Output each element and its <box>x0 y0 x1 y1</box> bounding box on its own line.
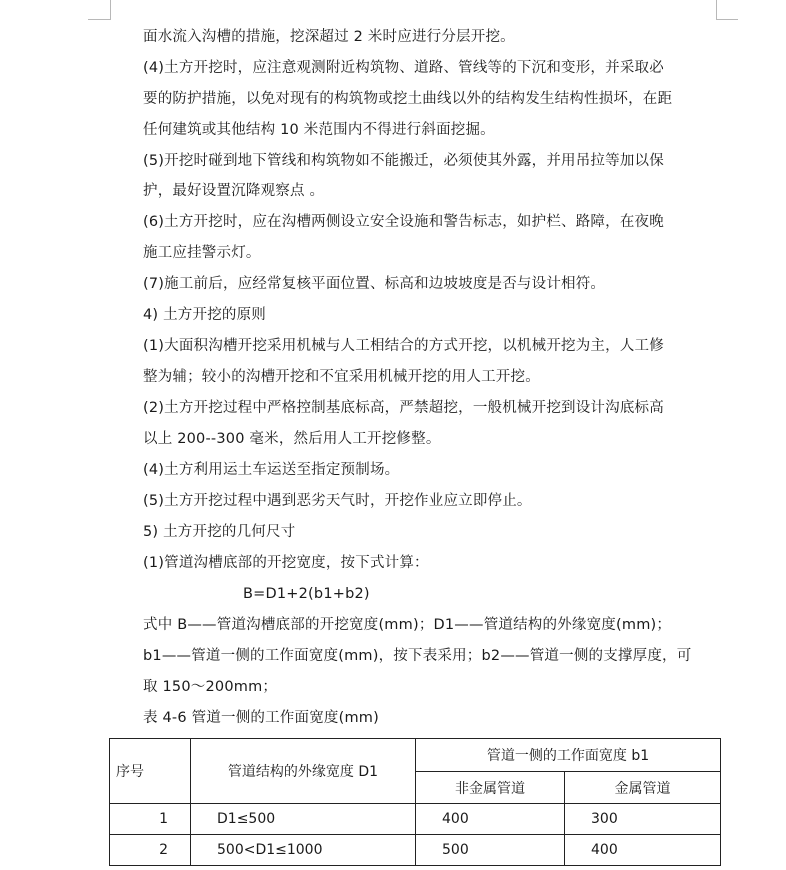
formula: B=D1+2(b1+b2) <box>243 586 370 602</box>
text-line: (4)土方开挖时，应注意观测附近构筑物、道路、管线等的下沉和变形，并采取必 <box>143 60 664 76</box>
header-index: 序号 <box>110 739 191 804</box>
table-caption: 表 4-6 管道一侧的工作面宽度(mm) <box>143 710 379 726</box>
corner-mark-right-v <box>716 0 717 20</box>
text-line: 要的防护措施，以免对现有的构筑物或挖土曲线以外的结构发生结构性损坏，在距 <box>143 91 673 107</box>
text-line: 施工应挂警示灯。 <box>143 245 261 261</box>
text-line: (6)土方开挖时，应在沟槽两侧设立安全设施和警告标志，如护栏、路障，在夜晚 <box>143 214 664 230</box>
cell-metal: 400 <box>565 835 721 866</box>
text-line: (1)大面积沟槽开挖采用机械与人工相结合的方式开挖，以机械开挖为主，人工修 <box>143 338 664 354</box>
text-line: 取 150～200mm； <box>143 679 278 695</box>
work-width-table <box>109 738 721 866</box>
table-row <box>110 804 721 835</box>
text-line: 式中 B——管道沟槽底部的开挖宽度(mm)；D1——管道结构的外缘宽度(mm)； <box>143 617 672 633</box>
header-d1: 管道结构的外缘宽度 D1 <box>191 739 416 804</box>
text-line: 任何建筑或其他结构 10 米范围内不得进行斜面挖掘。 <box>143 122 495 138</box>
text-line: 面水流入沟槽的措施，挖深超过 2 米时应进行分层开挖。 <box>143 29 515 45</box>
corner-mark-left-h <box>88 19 110 20</box>
text-line: (7)施工前后，应经常复核平面位置、标高和边坡坡度是否与设计相符。 <box>143 276 606 292</box>
text-line: (4)土方利用运土车运送至指定预制场。 <box>143 462 400 478</box>
cell-index: 2 <box>110 835 191 866</box>
text-line: 整为辅；较小的沟槽开挖和不宜采用机械开挖的用人工开挖。 <box>143 369 540 385</box>
corner-mark-left-v <box>110 0 111 20</box>
cell-d1: D1≤500 <box>191 804 416 835</box>
section-heading: 5) 土方开挖的几何尺寸 <box>143 524 296 540</box>
cell-index: 1 <box>110 804 191 835</box>
text-line: (2)土方开挖过程中严格控制基底标高，严禁超挖，一般机械开挖到设计沟底标高 <box>143 400 664 416</box>
text-line: 护，最好设置沉降观察点 。 <box>143 183 325 199</box>
table-row <box>110 835 721 866</box>
text-line: (5)开挖时碰到地下管线和构筑物如不能搬迁，必须使其外露，并用吊拉等加以保 <box>143 153 664 169</box>
cell-metal: 300 <box>565 804 721 835</box>
text-line: (5)土方开挖过程中遇到恶劣天气时，开挖作业应立即停止。 <box>143 493 532 509</box>
header-metal: 金属管道 <box>565 772 721 804</box>
section-heading: 4) 土方开挖的原则 <box>143 307 266 323</box>
cell-d1: 500<D1≤1000 <box>191 835 416 866</box>
cell-nonmetal: 400 <box>416 804 565 835</box>
text-line: b1——管道一侧的工作面宽度(mm)，按下表采用；b2——管道一侧的支撑厚度，可 <box>143 648 692 664</box>
text-line: 以上 200--300 毫米，然后用人工开挖修整。 <box>143 431 441 447</box>
corner-mark-right-h <box>716 19 738 20</box>
page-corner-marks <box>0 0 786 30</box>
header-nonmetal: 非金属管道 <box>416 772 565 804</box>
text-line: (1)管道沟槽底部的开挖宽度，按下式计算： <box>143 555 429 571</box>
header-b1-group: 管道一侧的工作面宽度 b1 <box>416 739 721 772</box>
cell-nonmetal: 500 <box>416 835 565 866</box>
